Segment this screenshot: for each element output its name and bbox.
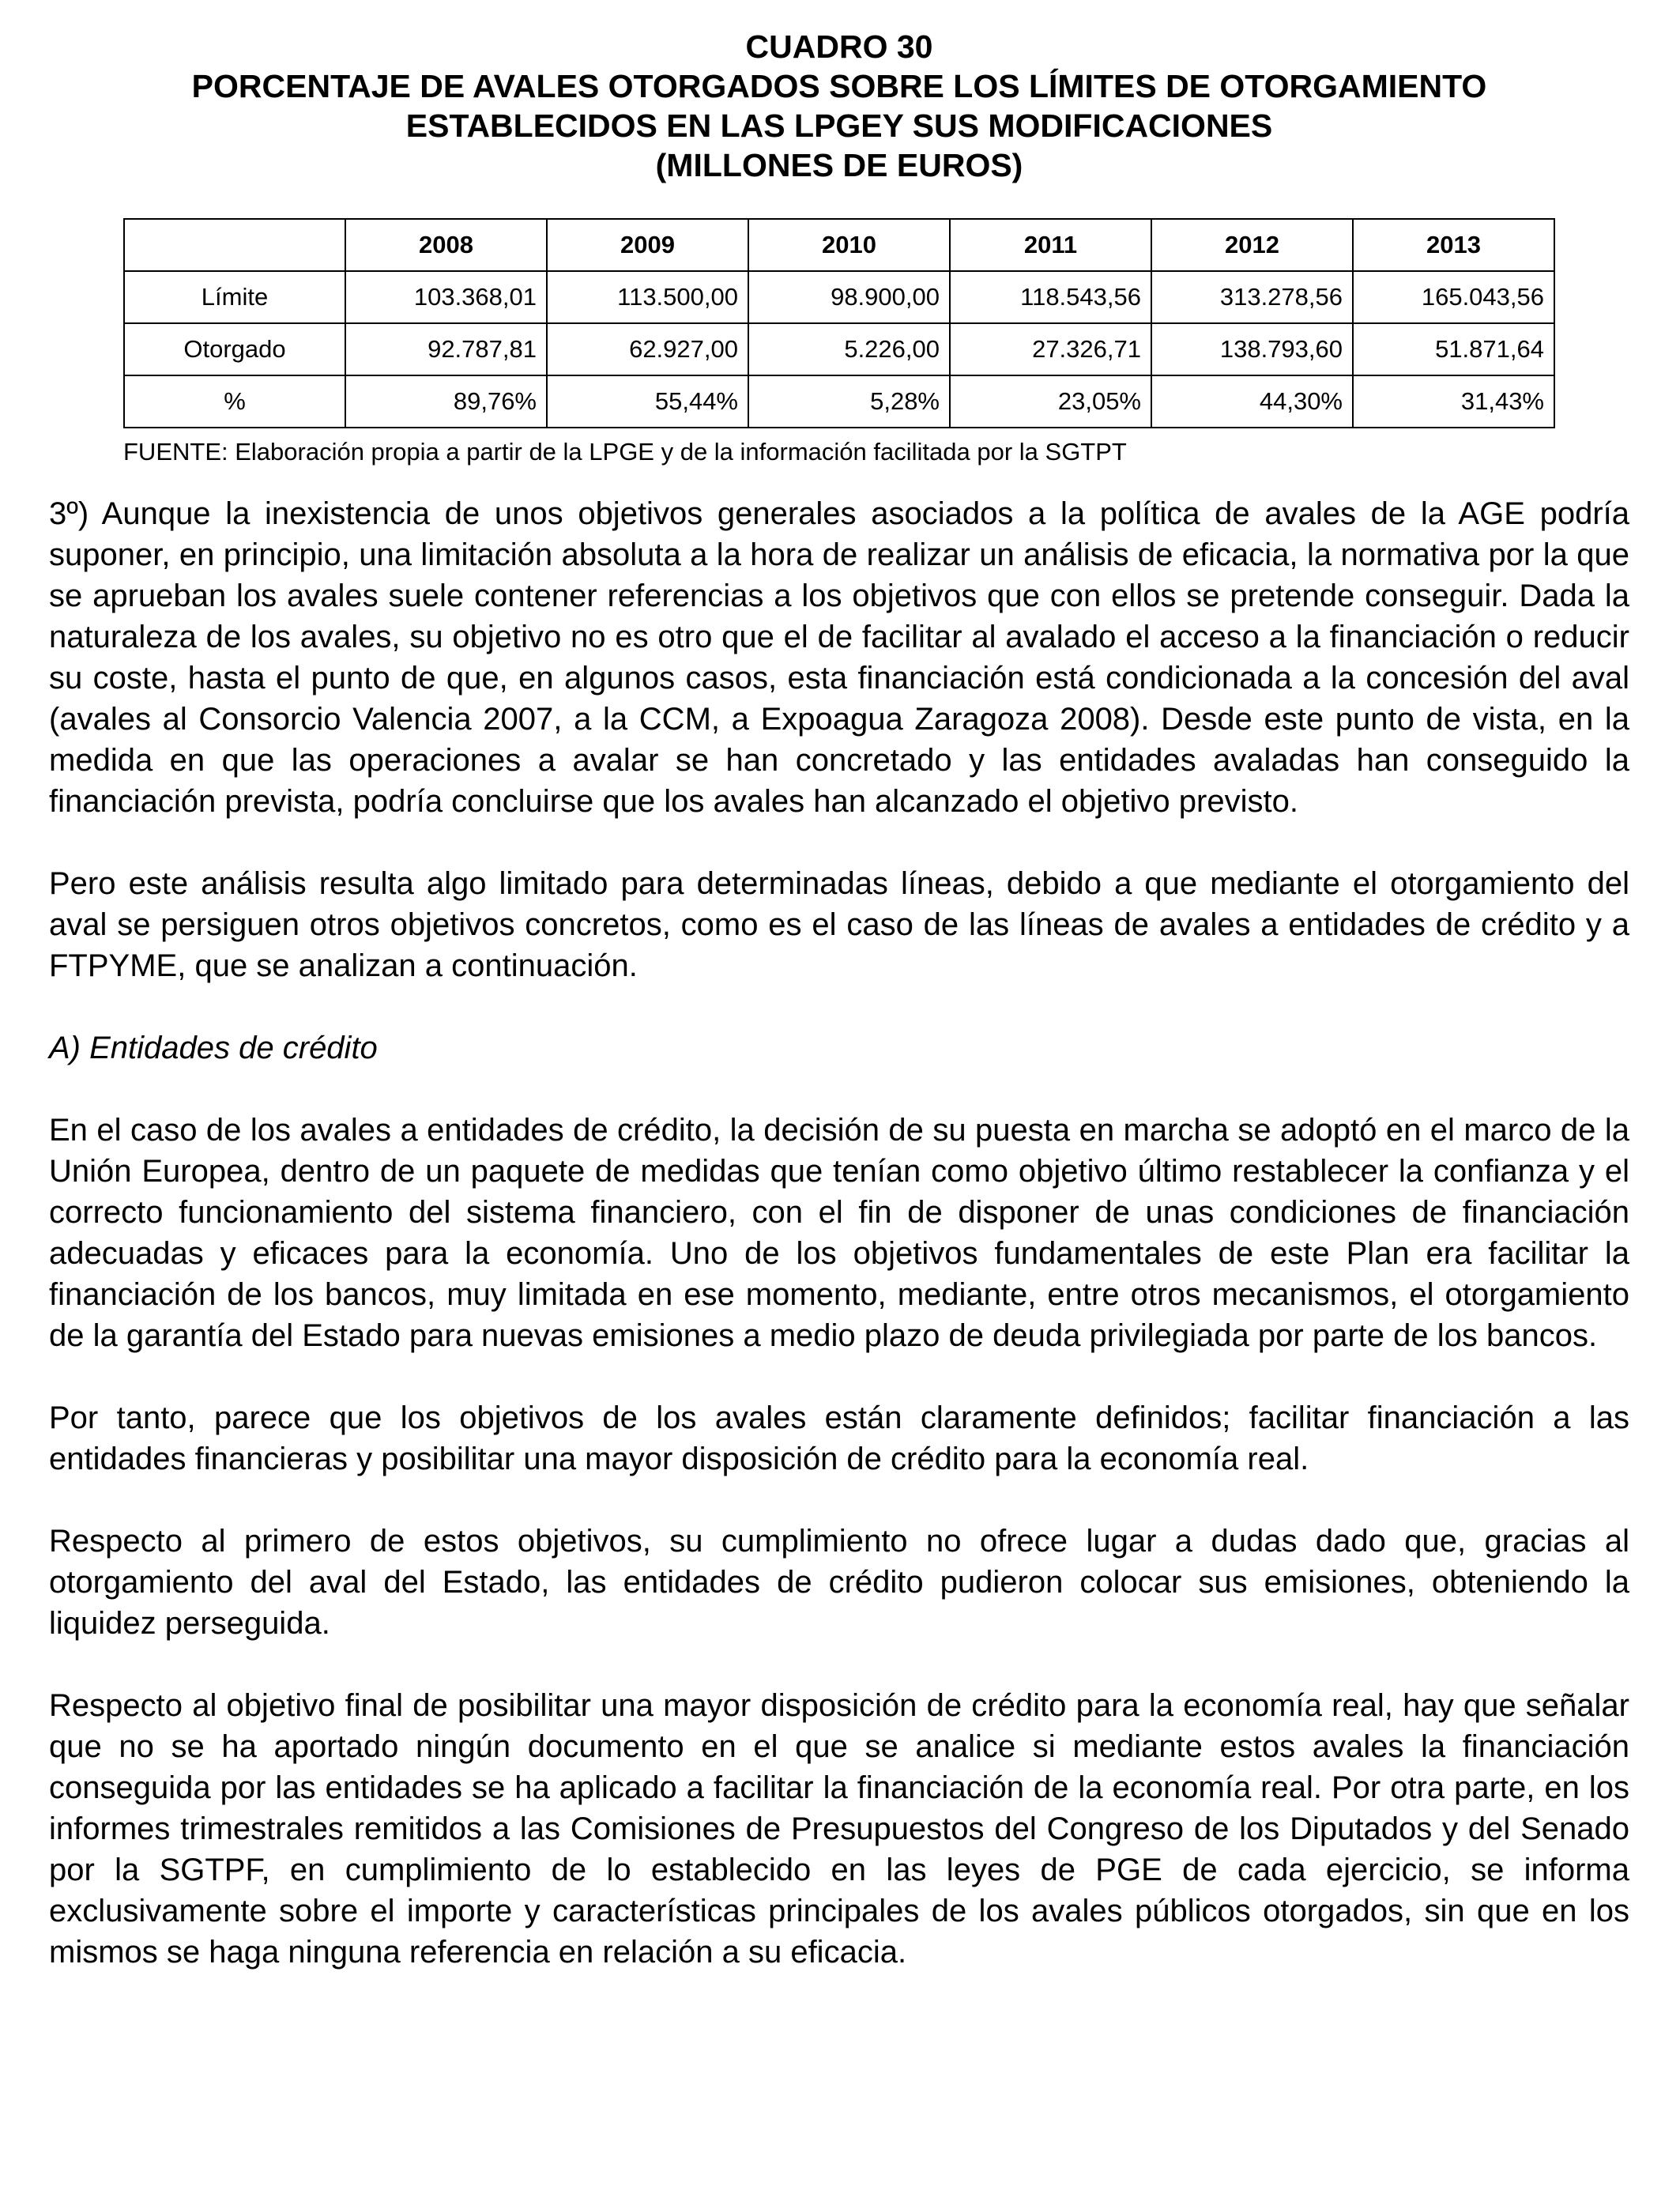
header-year-2010: 2010 — [748, 219, 950, 271]
table-cell: 92.787,81 — [345, 323, 547, 375]
title-line-2: PORCENTAJE DE AVALES OTORGADOS SOBRE LOS LÍMITES DE OTORGAMIENTO — [191, 68, 1487, 104]
paragraph: En el caso de los avales a entidades de crédito, la decisión de su puesta en marcha se adoptó en el marco de la Unión Europea, dentro de un paquete de medidas que tenían como objetivo último restablecer la confianza y el correcto funcionamiento del sistema financiero, con el fin de disponer de unas condiciones de financiación adecuadas y eficaces para la economía. Uno de los objetivos fundamentales de este Plan era facilitar la financiación de los bancos, muy limitada en ese momento, mediante, entre otros mecanismos, el otorgamiento de la garantía del Estado para nuevas emisiones a medio plazo de deuda privilegiada por parte de los bancos. — [49, 1113, 1629, 1353]
paragraph: 3º) Aunque la inexistencia de unos objetivos generales asociados a la política de avales de la AGE podría suponer, en principio, una limitación absoluta a la hora de realizar un análisis de eficacia, la normativa por la que se aprueban los avales suele contener referencias a los objetivos que con ellos se pretende conseguir. Dada la naturaleza de los avales, su objetivo no es otro que el de facilitar al avalado el acceso a la financiación o reducir su coste, hasta el punto de que, en algunos casos, esta financiación está condicionada a la concesión del aval (avales al Consorcio Valencia 2007, a la CCM, a Expoagua Zaragoza 2008). Desde este punto de vista, en la medida en que las operaciones a avalar se han concretado y las entidades avaladas han conseguido la financiación prevista, podría concluirse que los avales han alcanzado el objetivo previsto. — [49, 496, 1629, 819]
row-label: % — [124, 375, 345, 428]
header-year-2013: 2013 — [1353, 219, 1554, 271]
data-table-container — [123, 218, 1554, 428]
header-year-2012: 2012 — [1151, 219, 1353, 271]
body-text — [49, 493, 1629, 1973]
table-cell: 89,76% — [345, 375, 547, 428]
header-empty-cell — [124, 219, 345, 271]
table-cell: 165.043,56 — [1353, 271, 1554, 323]
table-header-row — [124, 219, 1554, 271]
table-cell: 138.793,60 — [1151, 323, 1353, 375]
table-cell: 51.871,64 — [1353, 323, 1554, 375]
table-cell: 27.326,71 — [950, 323, 1151, 375]
table-cell: 98.900,00 — [748, 271, 950, 323]
document-page — [49, 27, 1629, 2014]
table-cell: 113.500,00 — [547, 271, 748, 323]
paragraph: Respecto al objetivo final de posibilitar una mayor disposición de crédito para la economía real, hay que señalar que no se ha aportado ningún documento en el que se analice si mediante estos avales la financiación conseguida por las entidades se ha aplicado a facilitar la financiación de la economía real. Por otra parte, en los informes trimestrales remitidos a las Comisiones de Presupuestos del Congreso de los Diputados y del Senado por la SGTPF, en cumplimiento de lo establecido en las leyes de PGE de cada ejercicio, se informa exclusivamente sobre el importe y características principales de los avales públicos otorgados, sin que en los mismos se haga ninguna referencia en relación a su eficacia. — [49, 1688, 1629, 1970]
table-row-limite — [124, 271, 1554, 323]
table-cell: 23,05% — [950, 375, 1151, 428]
title-cuadro-number: CUADRO 30 — [745, 28, 933, 65]
avales-table — [123, 218, 1555, 428]
paragraph: Respecto al primero de estos objetivos, su cumplimiento no ofrece lugar a dudas dado que, gracias al otorgamiento del aval del Estado, las entidades de crédito pudieron colocar sus emisiones, obteniendo la liquidez perseguida. — [49, 1524, 1629, 1641]
header-year-2009: 2009 — [547, 219, 748, 271]
title-units: (MILLONES DE EUROS) — [655, 147, 1023, 183]
title-line-3: ESTABLECIDOS EN LAS LPGEY SUS MODIFICACIONES — [405, 107, 1273, 144]
table-cell: 55,44% — [547, 375, 748, 428]
header-year-2011: 2011 — [950, 219, 1151, 271]
table-row-percent — [124, 375, 1554, 428]
table-source-note: FUENTE: Elaboración propia a partir de la LPGE y de la información facilitada por la SGTPT — [123, 438, 1127, 466]
header-year-2008: 2008 — [345, 219, 547, 271]
table-cell: 103.368,01 — [345, 271, 547, 323]
table-cell: 62.927,00 — [547, 323, 748, 375]
table-cell: 118.543,56 — [950, 271, 1151, 323]
paragraph: Por tanto, parece que los objetivos de los avales están claramente definidos; facilitar financiación a las entidades financieras y posibilitar una mayor disposición de crédito para la economía real. — [49, 1400, 1629, 1476]
table-cell: 44,30% — [1151, 375, 1353, 428]
paragraph: Pero este análisis resulta algo limitado para determinadas líneas, debido a que mediante el otorgamiento del aval se persiguen otros objetivos concretos, como es el caso de las líneas de avales a entidades de crédito y a FTPYME, que se analizan a continuación. — [49, 866, 1629, 983]
table-row-otorgado — [124, 323, 1554, 375]
table-cell: 5,28% — [748, 375, 950, 428]
section-heading: A) Entidades de crédito — [49, 1031, 378, 1065]
row-label: Otorgado — [124, 323, 345, 375]
table-title — [49, 27, 1629, 185]
table-cell: 31,43% — [1353, 375, 1554, 428]
table-cell: 313.278,56 — [1151, 271, 1353, 323]
row-label: Límite — [124, 271, 345, 323]
table-cell: 5.226,00 — [748, 323, 950, 375]
